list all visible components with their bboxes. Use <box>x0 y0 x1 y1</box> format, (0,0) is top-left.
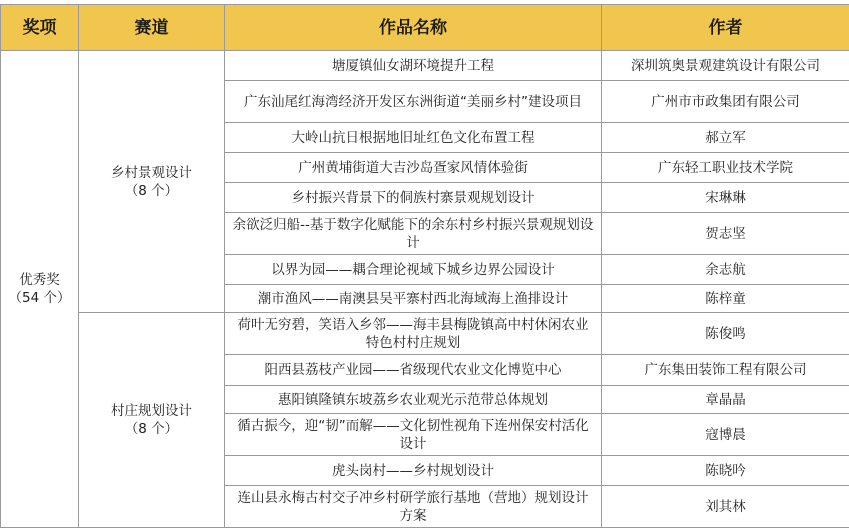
author: 章晶晶 <box>602 386 849 414</box>
author: 寇博晨 <box>602 414 849 456</box>
work-title: 连山县永梅古村交子冲乡村研学旅行基地（营地）规划设计方案 <box>225 486 602 528</box>
track-count: （8 个） <box>85 420 218 438</box>
author: 广东轻工职业技术学院 <box>602 153 849 183</box>
award-name: 优秀奖 <box>7 271 72 289</box>
track-name: 村庄规划设计 <box>85 402 218 420</box>
table-row <box>1 51 849 81</box>
author: 广东集田装饰工程有限公司 <box>602 355 849 386</box>
work-title: 循古振今，迎“韧”而解——文化韧性视角下连州保安村活化设计 <box>225 414 602 456</box>
author: 余志航 <box>602 255 849 285</box>
header-track: 赛道 <box>79 5 225 51</box>
track-cell-village <box>79 313 225 528</box>
work-title: 荷叶无穷碧，笑语入乡邻——海丰县梅陇镇高中村休闲农业特色村村庄规划 <box>225 313 602 355</box>
header-row <box>1 5 849 51</box>
table-row <box>1 313 849 355</box>
awards-table <box>0 4 849 528</box>
author: 刘其林 <box>602 486 849 528</box>
author: 宋琳琳 <box>602 183 849 213</box>
author: 陈晓吟 <box>602 456 849 486</box>
track-name: 乡村景观设计 <box>85 164 218 182</box>
track-count: （8 个） <box>85 182 218 200</box>
author: 郝立军 <box>602 123 849 153</box>
track-cell-landscape <box>79 51 225 313</box>
work-title: 以界为园——耦合理论视域下城乡边界公园设计 <box>225 255 602 285</box>
header-award: 奖项 <box>1 5 79 51</box>
work-title: 广州黄埔街道大吉沙岛疍家风情体验街 <box>225 153 602 183</box>
author: 广州市市政集团有限公司 <box>602 81 849 123</box>
header-author: 作者 <box>602 5 849 51</box>
work-title: 广东汕尾红海湾经济开发区东洲街道“美丽乡村”建设项目 <box>225 81 602 123</box>
work-title: 潮市渔风——南澳县吴平寨村西北海域海上渔排设计 <box>225 285 602 313</box>
work-title: 大岭山抗日根据地旧址红色文化布置工程 <box>225 123 602 153</box>
author: 深圳筑奥景观建筑设计有限公司 <box>602 51 849 81</box>
work-title: 塘厦镇仙女湖环境提升工程 <box>225 51 602 81</box>
author: 陈梓童 <box>602 285 849 313</box>
work-title: 乡村振兴背景下的侗族村寨景观规划设计 <box>225 183 602 213</box>
work-title: 余欲泛归船--基于数字化赋能下的余东村乡村振兴景观规划设计 <box>225 213 602 255</box>
work-title: 惠阳镇隆镇东坡荔乡农业观光示范带总体规划 <box>225 386 602 414</box>
award-cell <box>1 51 79 528</box>
work-title: 阳西县荔枝产业园——省级现代农业文化博览中心 <box>225 355 602 386</box>
work-title: 虎头岗村——乡村规划设计 <box>225 456 602 486</box>
author: 陈俊鸣 <box>602 313 849 355</box>
author: 贺志坚 <box>602 213 849 255</box>
header-work-title: 作品名称 <box>225 5 602 51</box>
award-count: （54 个） <box>7 289 72 307</box>
